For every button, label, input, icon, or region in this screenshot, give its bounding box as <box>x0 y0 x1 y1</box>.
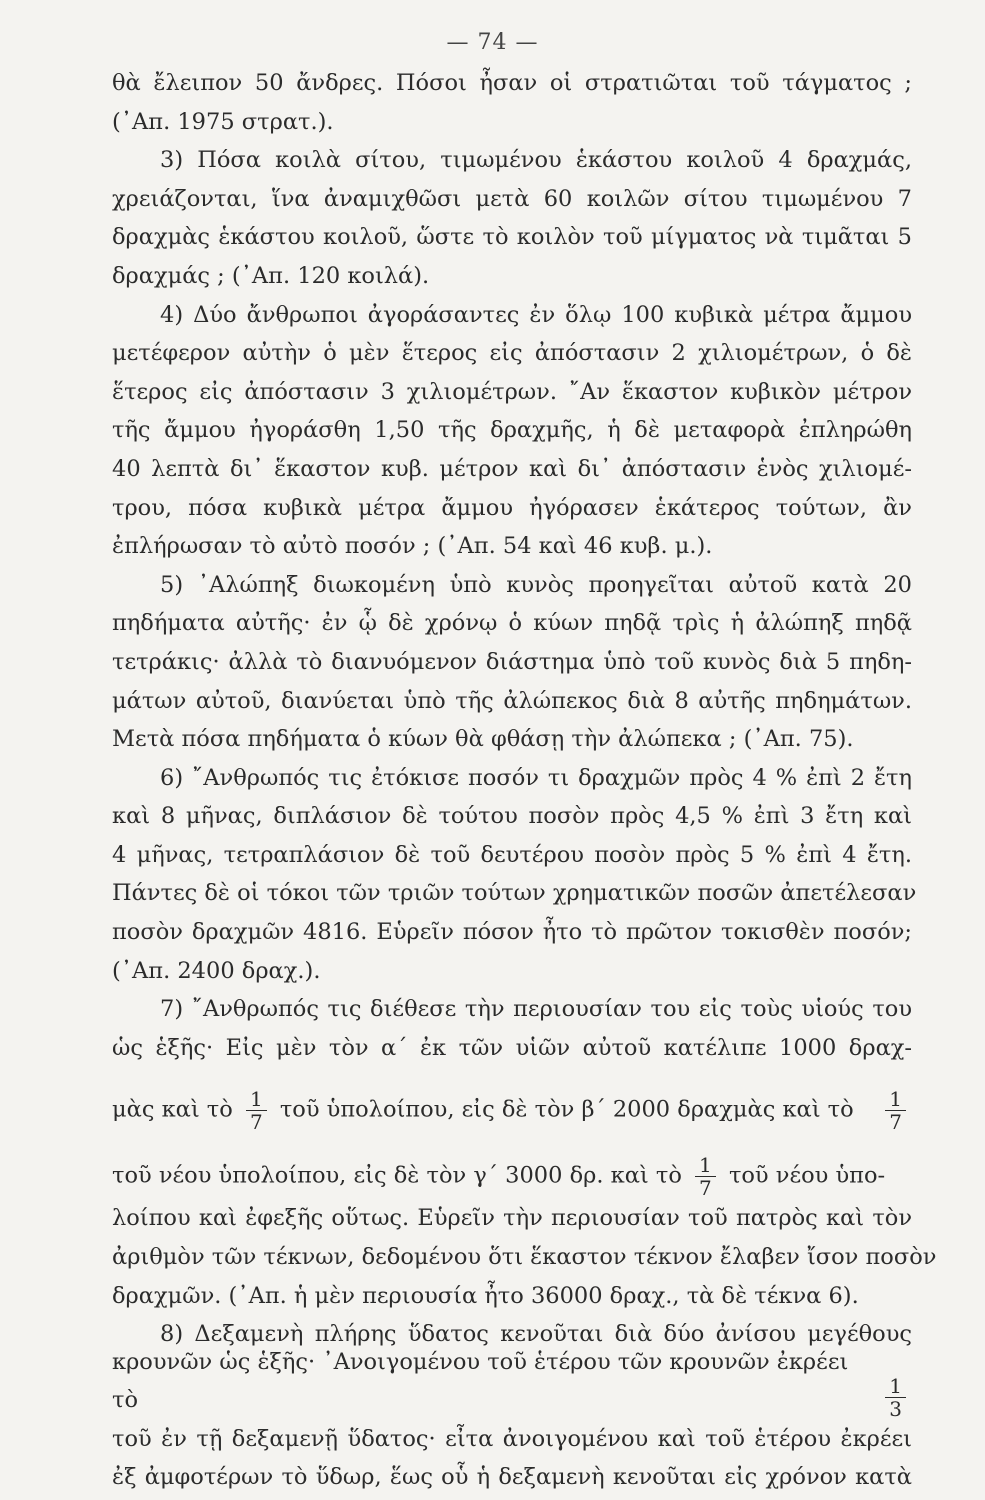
fraction <box>885 1375 906 1420</box>
fraction <box>246 1088 267 1133</box>
text-line: ἐξ ἀμφοτέρων τὸ ὕδωρ, ἕως οὗ ἡ δεξαμενὴ κενοῦται εἰς χρόνον κατὰ <box>112 1464 912 1491</box>
fraction <box>885 1088 906 1133</box>
problem-5-line: 5) ᾿Αλώπηξ διωκομένη ὑπὸ κυνὸς προηγεῖται αὐτοῦ κατὰ 20 <box>160 571 912 598</box>
text-line: ὡς ἑξῆς· Εἰς μὲν τὸν α΄ ἐκ τῶν υἱῶν αὐτοῦ κατέλιπε 1000 δραχ- <box>112 1034 912 1061</box>
text-line: καὶ 8 μῆνας, διπλάσιον δὲ τούτου ποσὸν πρὸς 4,5 % ἐπὶ 3 ἔτη καὶ <box>112 803 912 830</box>
text-line: τετράκις· ἀλλὰ τὸ διανυόμενον διάστημα ὑπὸ τοῦ κυνὸς διὰ 5 πηδη- <box>112 648 912 675</box>
text-line: Πάντες δὲ οἱ τόκοι τῶν τριῶν τούτων χρηματικῶν ποσῶν ἀπετέλεσαν <box>112 880 917 907</box>
problem-4-line: 4) Δύο ἄνθρωποι ἀγοράσαντες ἐν ὅλῳ 100 κυβικὰ μέτρα ἄμμου <box>160 301 912 328</box>
body-text <box>112 64 937 1497</box>
text-line: χρειάζονται, ἵνα ἀναμιχθῶσι μετὰ 60 κοιλῶν σίτου τιμωμένου 7 <box>112 185 912 212</box>
text-line: ἕτερος εἰς ἀπόστασιν 3 χιλιομέτρων. ῎Αν ἕκαστον κυβικὸν μέτρον <box>112 378 912 405</box>
fraction-numerator: 1 <box>246 1088 267 1111</box>
fraction-numerator: 1 <box>885 1088 906 1111</box>
text-line: δραχμάς ; (᾿Απ. 120 κοιλά). <box>112 262 430 289</box>
text-line: 40 λεπτὰ δι᾿ ἕκαστον κυβ. μέτρον καὶ δι᾿ ἀπόστασιν ἑνὸς χιλιομέ- <box>112 455 912 482</box>
text-line: πηδήματα αὐτῆς· ἐν ᾧ δὲ χρόνῳ ὁ κύων πηδᾷ τρὶς ἡ ἀλώπηξ πηδᾷ <box>112 610 912 637</box>
text-line: τῆς ἄμμου ἠγοράσθη 1,50 τῆς δραχμῆς, ἡ δὲ μεταφορὰ ἐπληρώθη <box>112 417 912 444</box>
text-line: ἀριθμὸν τῶν τέκνων, δεδομένου ὅτι ἕκαστον τέκνον ἔλαβεν ἴσον ποσὸν <box>112 1244 937 1271</box>
text-segment-a: τοῦ νέου ὑπολοίπου, εἰς δὲ τὸν γ΄ 3000 δρ. καὶ τὸ <box>112 1162 682 1189</box>
problem-3-line: 3) Πόσα κοιλὰ σίτου, τιμωμένου ἑκάστου κοιλοῦ 4 δραχμάς, <box>160 147 912 174</box>
problem-7-line: 7) ῎Ανθρωπός τις διέθεσε τὴν περιουσίαν του εἰς τοὺς υἱούς του <box>160 996 912 1023</box>
text-line: τοῦ ἐν τῇ δεξαμενῇ ὕδατος· εἶτα ἀνοιγομένου καὶ τοῦ ἑτέρου ἐκρέει <box>112 1425 912 1452</box>
fraction-line <box>112 1348 912 1421</box>
problem-8-line: 8) Δεξαμενὴ πλήρης ὕδατος κενοῦται διὰ δύο ἀνίσου μεγέθους <box>160 1321 912 1348</box>
text-line: δραχμῶν. (᾿Απ. ἡ μὲν περιουσία ἦτο 36000 δραχ., τὰ δὲ τέκνα 6). <box>112 1282 859 1309</box>
text-line: τρου, πόσα κυβικὰ μέτρα ἄμμου ἠγόρασεν ἑκάτερος τούτων, ἂν <box>112 494 912 521</box>
text-line: ἐπλήρωσαν τὸ αὐτὸ ποσόν ; (᾿Απ. 54 καὶ 46 κυβ. μ.). <box>112 533 713 560</box>
fraction-denominator: 7 <box>699 1176 712 1201</box>
text-segment-a: κρουνῶν ὡς ἑξῆς· ᾿Ανοιγομένου τοῦ ἑτέρου τῶν κρουνῶν ἐκρέει τὸ <box>112 1348 849 1414</box>
fraction-denominator: 3 <box>889 1396 902 1421</box>
text-line: λοίπου καὶ ἐφεξῆς οὕτως. Εὑρεῖν τὴν περιουσίαν τοῦ πατρὸς καὶ τὸν <box>112 1205 912 1232</box>
text-segment-a: μὰς καὶ τὸ <box>112 1096 233 1123</box>
fraction-line <box>112 1133 912 1199</box>
text-line: θὰ ἔλειπον 50 ἄνδρες. Πόσοι ἦσαν οἱ στρατιῶται τοῦ τάγματος ; <box>112 70 912 96</box>
text-segment <box>112 1154 885 1199</box>
text-line: (᾿Απ. 1975 στρατ.). <box>112 108 334 135</box>
fraction <box>695 1154 716 1199</box>
fraction-numerator: 1 <box>885 1375 906 1398</box>
page-number: — 74 — <box>446 30 539 55</box>
fraction-denominator: 7 <box>889 1110 902 1135</box>
text-line: ποσὸν δραχμῶν 4816. Εὑρεῖν πόσον ἦτο τὸ πρῶτον τοκισθὲν ποσόν; <box>112 919 912 946</box>
problem-6-line: 6) ῎Ανθρωπός τις ἐτόκισε ποσόν τι δραχμῶν πρὸς 4 % ἐπὶ 2 ἔτη <box>160 764 912 791</box>
text-line: μάτων αὐτοῦ, διανύεται ὑπὸ τῆς ἀλώπεκος διὰ 8 αὐτῆς πηδημάτων. <box>112 687 912 714</box>
fraction-line <box>112 1067 912 1133</box>
text-line: 4 μῆνας, τετραπλάσιον δὲ τοῦ δευτέρου ποσὸν πρὸς 5 % ἐπὶ 4 ἔτη. <box>112 841 912 868</box>
text-line: (᾿Απ. 2400 δραχ.). <box>112 957 321 984</box>
text-line: Μετὰ πόσα πηδήματα ὁ κύων θὰ φθάσῃ τὴν ἀλώπεκα ; (᾿Απ. 75). <box>112 726 854 753</box>
text-segment <box>112 1088 854 1133</box>
fraction-denominator: 7 <box>249 1110 263 1135</box>
text-segment-b: τοῦ ὑπολοίπου, εἰς δὲ τὸν β΄ 2000 δραχμὰς καὶ τὸ <box>279 1096 854 1123</box>
text-line: δραχμὰς ἑκάστου κοιλοῦ, ὥστε τὸ κοιλὸν τοῦ μίγματος νὰ τιμᾶται 5 <box>112 224 912 251</box>
fraction-numerator: 1 <box>695 1154 716 1177</box>
text-line: μετέφερον αὐτὴν ὁ μὲν ἕτερος εἰς ἀπόστασιν 2 χιλιομέτρων, ὁ δὲ <box>112 340 912 367</box>
text-segment-b: τοῦ νέου ὑπο- <box>728 1162 886 1189</box>
